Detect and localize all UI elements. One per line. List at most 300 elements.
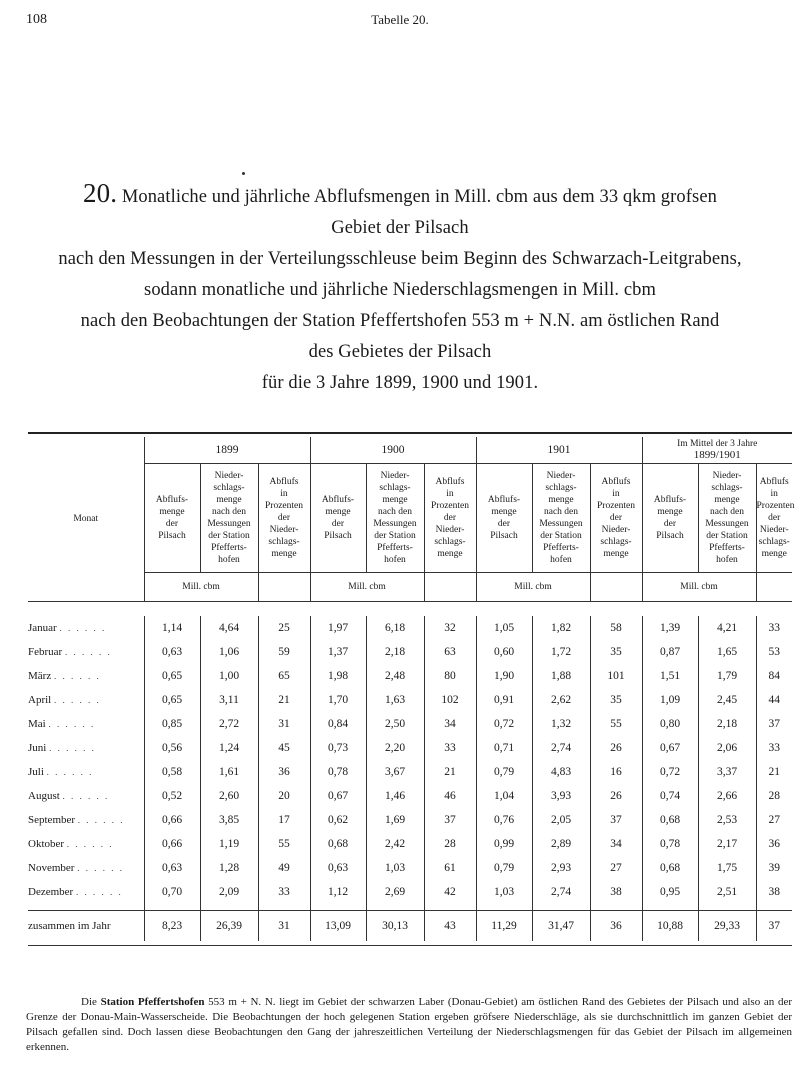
value-cell: 42 xyxy=(424,880,476,904)
colhead-line: hofen xyxy=(716,555,738,565)
colhead-line: der xyxy=(609,513,623,523)
value-cell: 1,28 xyxy=(200,856,258,880)
value-cell: 1,69 xyxy=(366,808,424,832)
total-row xyxy=(28,911,792,942)
colhead-line: in xyxy=(770,489,778,499)
dot-leader: . . . . . . xyxy=(66,839,114,849)
value-cell: 1,39 xyxy=(642,616,698,640)
colhead-niederschlag-0 xyxy=(200,464,258,573)
value-cell: 2,89 xyxy=(532,832,590,856)
value-cell: 16 xyxy=(590,760,642,784)
value-cell: 20 xyxy=(258,784,310,808)
colhead-line: Abflufs xyxy=(435,477,465,487)
value-cell: 0,67 xyxy=(642,736,698,760)
colhead-line: nach den xyxy=(377,507,413,517)
value-cell: 1,70 xyxy=(310,688,366,712)
value-cell: 34 xyxy=(424,712,476,736)
value-cell: 1,00 xyxy=(200,664,258,688)
value-cell: 1,98 xyxy=(310,664,366,688)
value-cell: 36 xyxy=(590,911,642,942)
value-cell: 2,69 xyxy=(366,880,424,904)
colhead-line: der Station xyxy=(540,531,582,541)
value-cell: 2,93 xyxy=(532,856,590,880)
colhead-line: schlags- xyxy=(545,483,577,493)
value-cell: 8,23 xyxy=(144,911,200,942)
colhead-line: der xyxy=(331,519,345,529)
value-cell: 1,03 xyxy=(366,856,424,880)
colhead-line: Messungen xyxy=(373,519,417,529)
table-row xyxy=(28,736,792,760)
value-cell: 0,63 xyxy=(310,856,366,880)
dot-leader: . . . . . . xyxy=(77,863,124,873)
header-year-1900: 1900 xyxy=(310,437,476,464)
dot-leader: . . . . . . xyxy=(53,671,101,681)
value-cell: 3,37 xyxy=(698,760,756,784)
colhead-line: schlags- xyxy=(213,483,245,493)
title-line-7: für die 3 Jahre 1899, 1900 und 1901. xyxy=(261,373,539,393)
value-cell: 84 xyxy=(756,664,792,688)
value-cell: 1,75 xyxy=(698,856,756,880)
value-cell: 2,05 xyxy=(532,808,590,832)
value-cell: 27 xyxy=(756,808,792,832)
month-label: März xyxy=(28,670,52,682)
colhead-line: der Station xyxy=(706,531,748,541)
value-cell: 65 xyxy=(258,664,310,688)
value-cell: 28 xyxy=(424,832,476,856)
value-cell: 49 xyxy=(258,856,310,880)
value-cell: 1,37 xyxy=(310,640,366,664)
value-cell: 43 xyxy=(424,911,476,942)
value-cell: 0,62 xyxy=(310,808,366,832)
value-cell: 2,45 xyxy=(698,688,756,712)
colhead-line: der Station xyxy=(374,531,416,541)
printer-dot xyxy=(242,172,245,175)
unit-label: Mill. cbm xyxy=(310,573,424,602)
value-cell: 0,70 xyxy=(144,880,200,904)
value-cell: 21 xyxy=(258,688,310,712)
value-cell: 2,42 xyxy=(366,832,424,856)
value-cell: 37 xyxy=(590,808,642,832)
value-cell: 38 xyxy=(590,880,642,904)
colhead-line: Nieder- xyxy=(435,525,465,535)
value-cell: 0,99 xyxy=(476,832,532,856)
colhead-line: schlags- xyxy=(268,537,300,547)
table-row xyxy=(28,832,792,856)
dot-leader: . . . . . . xyxy=(46,767,94,777)
value-cell: 46 xyxy=(424,784,476,808)
value-cell: 38 xyxy=(756,880,792,904)
value-cell: 0,95 xyxy=(642,880,698,904)
colhead-line: der Station xyxy=(208,531,250,541)
value-cell: 0,71 xyxy=(476,736,532,760)
value-cell: 6,18 xyxy=(366,616,424,640)
colhead-niederschlag-3 xyxy=(698,464,756,573)
value-cell: 2,50 xyxy=(366,712,424,736)
footnote-part2: 553 m + N. N. liegt im Gebiet der schwarzen Laber (Donau-Gebiet) am östlichen Rand des Gebietes der Pilsach und also an der Grenze der Donau-Main-Wasserscheide. Die Beobachtungen der hoch gelegenen Station ergeben gröfsere Niederschläge, als sie durchschnittlich im ganzen Gebiet der Pilsach gefallen sind. Doch lassen diese Beobachtungen den Gang der jahreszeitlichen Verteilung der Niederschlagsmengen für das Gebiet der Pilsach im allgemeinen erkennen. xyxy=(26,996,793,1053)
value-cell: 0,56 xyxy=(144,736,200,760)
month-label: Februar xyxy=(28,646,63,658)
footnote-station: Station Pfeffertshofen xyxy=(100,996,205,1008)
colhead-line: der xyxy=(165,519,179,529)
table-row xyxy=(28,784,792,808)
unit-empty xyxy=(424,573,476,602)
value-cell: 2,06 xyxy=(698,736,756,760)
unit-empty xyxy=(756,573,792,602)
value-cell: 2,66 xyxy=(698,784,756,808)
colhead-line: menge xyxy=(216,495,242,505)
colhead-line: Abflufs xyxy=(759,477,789,487)
value-cell: 13,09 xyxy=(310,911,366,942)
colhead-line: Pfefferts- xyxy=(377,543,413,553)
value-cell: 1,32 xyxy=(532,712,590,736)
value-cell: 2,18 xyxy=(698,712,756,736)
value-cell: 59 xyxy=(258,640,310,664)
value-cell: 0,72 xyxy=(642,760,698,784)
value-cell: 2,09 xyxy=(200,880,258,904)
value-cell: 33 xyxy=(424,736,476,760)
unit-empty xyxy=(590,573,642,602)
value-cell: 33 xyxy=(756,616,792,640)
header-mean xyxy=(642,437,792,464)
month-label: Juni xyxy=(28,742,47,754)
colhead-abfluss-1 xyxy=(310,464,366,573)
value-cell: 3,93 xyxy=(532,784,590,808)
colhead-line: schlags- xyxy=(711,483,743,493)
value-cell: 0,74 xyxy=(642,784,698,808)
title-line-4: sodann monatliche und jährliche Niederschlagsmengen in Mill. cbm xyxy=(144,280,656,300)
title-line-2: Gebiet der Pilsach xyxy=(331,218,469,238)
colhead-line: der xyxy=(277,513,291,523)
colhead-line: Pfefferts- xyxy=(543,543,579,553)
value-cell: 102 xyxy=(424,688,476,712)
colhead-line: menge xyxy=(325,507,351,517)
value-cell: 34 xyxy=(590,832,642,856)
value-cell: 36 xyxy=(258,760,310,784)
dot-leader: . . . . . . xyxy=(75,887,123,897)
colhead-line: Messungen xyxy=(207,519,251,529)
dot-leader: . . . . . . xyxy=(49,743,96,753)
colhead-line: Abflufs- xyxy=(487,495,521,505)
value-cell: 1,61 xyxy=(200,760,258,784)
value-cell: 0,78 xyxy=(310,760,366,784)
value-cell: 2,51 xyxy=(698,880,756,904)
colhead-line: in xyxy=(280,489,288,499)
colhead-line: schlags- xyxy=(600,537,632,547)
value-cell: 0,84 xyxy=(310,712,366,736)
value-cell: 0,91 xyxy=(476,688,532,712)
table-row xyxy=(28,760,792,784)
colhead-line: Nieder- xyxy=(712,471,742,481)
value-cell: 1,65 xyxy=(698,640,756,664)
colhead-line: Prozenten xyxy=(431,501,469,511)
month-label: August xyxy=(28,790,60,802)
colhead-line: in xyxy=(612,489,620,499)
value-cell: 0,80 xyxy=(642,712,698,736)
value-cell: 0,85 xyxy=(144,712,200,736)
value-cell: 0,79 xyxy=(476,760,532,784)
footnote-part1: Die xyxy=(81,996,97,1008)
value-cell: 2,74 xyxy=(532,880,590,904)
colhead-line: Pilsach xyxy=(158,531,186,541)
value-cell: 1,79 xyxy=(698,664,756,688)
value-cell: 39 xyxy=(756,856,792,880)
colhead-line: hofen xyxy=(550,555,572,565)
colhead-line: hofen xyxy=(384,555,406,565)
value-cell: 37 xyxy=(756,712,792,736)
value-cell: 33 xyxy=(756,736,792,760)
colhead-line: nach den xyxy=(709,507,745,517)
unit-label: Mill. cbm xyxy=(642,573,756,602)
value-cell: 2,53 xyxy=(698,808,756,832)
value-cell: 26,39 xyxy=(200,911,258,942)
value-cell: 37 xyxy=(424,808,476,832)
value-cell: 1,82 xyxy=(532,616,590,640)
value-cell: 1,04 xyxy=(476,784,532,808)
dot-leader: . . . . . . xyxy=(77,815,125,825)
value-cell: 36 xyxy=(756,832,792,856)
dot-leader: . . . . . . xyxy=(48,719,96,729)
table-row xyxy=(28,640,792,664)
colhead-line: menge xyxy=(491,507,517,517)
colhead-line: Nieder- xyxy=(546,471,576,481)
month-label: Januar xyxy=(28,622,57,634)
unit-empty xyxy=(258,573,310,602)
table-row xyxy=(28,808,792,832)
colhead-line: nach den xyxy=(211,507,247,517)
value-cell: 0,87 xyxy=(642,640,698,664)
value-cell: 45 xyxy=(258,736,310,760)
colhead-line: Abflufs- xyxy=(321,495,355,505)
value-cell: 1,19 xyxy=(200,832,258,856)
value-cell: 1,12 xyxy=(310,880,366,904)
value-cell: 27 xyxy=(590,856,642,880)
colhead-line: Nieder- xyxy=(601,525,631,535)
header-year-1899: 1899 xyxy=(144,437,310,464)
value-cell: 1,88 xyxy=(532,664,590,688)
value-cell: 31 xyxy=(258,712,310,736)
value-cell: 10,88 xyxy=(642,911,698,942)
colhead-line: Nieder- xyxy=(269,525,299,535)
colhead-line: Prozenten xyxy=(756,501,795,511)
month-label: April xyxy=(28,694,52,706)
header-monat: Monat xyxy=(73,514,99,524)
table-title xyxy=(0,180,800,399)
header-mean-line2: 1899/1901 xyxy=(693,449,741,461)
unit-label: Mill. cbm xyxy=(144,573,258,602)
dot-leader: . . . . . . xyxy=(64,647,112,657)
value-cell: 0,68 xyxy=(310,832,366,856)
value-cell: 17 xyxy=(258,808,310,832)
value-cell: 0,68 xyxy=(642,856,698,880)
value-cell: 0,63 xyxy=(144,640,200,664)
colhead-niederschlag-2 xyxy=(532,464,590,573)
colhead-line: Pilsach xyxy=(490,531,518,541)
colhead-line: der xyxy=(443,513,457,523)
value-cell: 25 xyxy=(258,616,310,640)
value-cell: 2,48 xyxy=(366,664,424,688)
colhead-line: menge xyxy=(548,495,574,505)
value-cell: 1,06 xyxy=(200,640,258,664)
value-cell: 1,63 xyxy=(366,688,424,712)
data-table xyxy=(28,432,795,946)
value-cell: 26 xyxy=(590,784,642,808)
value-cell: 1,03 xyxy=(476,880,532,904)
value-cell: 2,74 xyxy=(532,736,590,760)
header-year-1901: 1901 xyxy=(476,437,642,464)
month-label: Dezember xyxy=(28,886,74,898)
value-cell: 0,68 xyxy=(642,808,698,832)
value-cell: 37 xyxy=(756,911,792,942)
colhead-line: Messungen xyxy=(539,519,583,529)
colhead-line: Messungen xyxy=(705,519,749,529)
value-cell: 1,46 xyxy=(366,784,424,808)
colhead-line: Nieder- xyxy=(759,525,789,535)
value-cell: 32 xyxy=(424,616,476,640)
value-cell: 55 xyxy=(590,712,642,736)
table-row xyxy=(28,616,792,640)
value-cell: 2,60 xyxy=(200,784,258,808)
title-number: 20. xyxy=(83,178,118,208)
colhead-niederschlag-1 xyxy=(366,464,424,573)
colhead-line: Abflufs xyxy=(269,477,299,487)
value-cell: 0,66 xyxy=(144,808,200,832)
value-cell: 21 xyxy=(424,760,476,784)
header-mean-line1: Im Mittel der 3 Jahre xyxy=(677,439,758,449)
footnote xyxy=(26,995,792,1055)
value-cell: 0,63 xyxy=(144,856,200,880)
colhead-line: schlags- xyxy=(379,483,411,493)
colhead-line: Nieder- xyxy=(214,471,244,481)
value-cell: 0,60 xyxy=(476,640,532,664)
unit-label: Mill. cbm xyxy=(476,573,590,602)
value-cell: 30,13 xyxy=(366,911,424,942)
value-cell: 35 xyxy=(590,640,642,664)
value-cell: 31 xyxy=(258,911,310,942)
value-cell: 0,76 xyxy=(476,808,532,832)
value-cell: 4,21 xyxy=(698,616,756,640)
colhead-line: menge xyxy=(761,549,787,559)
colhead-line: Abflufs- xyxy=(155,495,189,505)
colhead-prozent-0 xyxy=(258,464,310,573)
colhead-line: Abflufs xyxy=(601,477,631,487)
title-line-3: nach den Messungen in der Verteilungsschleuse beim Beginn des Schwarzach-Leitgrabens, xyxy=(58,249,742,269)
colhead-line: Abflufs- xyxy=(653,495,687,505)
value-cell: 1,72 xyxy=(532,640,590,664)
value-cell: 0,66 xyxy=(144,832,200,856)
table-row xyxy=(28,880,792,904)
colhead-line: menge xyxy=(271,549,297,559)
value-cell: 1,09 xyxy=(642,688,698,712)
colhead-prozent-3 xyxy=(756,464,795,573)
value-cell: 0,73 xyxy=(310,736,366,760)
value-cell: 61 xyxy=(424,856,476,880)
colhead-line: Pfefferts- xyxy=(211,543,247,553)
value-cell: 0,65 xyxy=(144,688,200,712)
value-cell: 58 xyxy=(590,616,642,640)
value-cell: 0,78 xyxy=(642,832,698,856)
table-row xyxy=(28,664,792,688)
value-cell: 29,33 xyxy=(698,911,756,942)
value-cell: 1,51 xyxy=(642,664,698,688)
dot-leader: . . . . . . xyxy=(62,791,110,801)
colhead-line: nach den xyxy=(543,507,579,517)
value-cell: 0,79 xyxy=(476,856,532,880)
value-cell: 33 xyxy=(258,880,310,904)
colhead-abfluss-0 xyxy=(144,464,200,573)
title-line-1-text: Monatliche und jährliche Abflufsmengen in Mill. cbm aus dem 33 qkm grofsen xyxy=(121,187,717,207)
value-cell: 1,97 xyxy=(310,616,366,640)
colhead-line: schlags- xyxy=(758,537,790,547)
value-cell: 3,85 xyxy=(200,808,258,832)
month-label: Mai xyxy=(28,718,46,730)
colhead-line: menge xyxy=(159,507,185,517)
colhead-line: Nieder- xyxy=(380,471,410,481)
value-cell: 53 xyxy=(756,640,792,664)
value-cell: 0,67 xyxy=(310,784,366,808)
value-cell: 0,52 xyxy=(144,784,200,808)
value-cell: 1,90 xyxy=(476,664,532,688)
colhead-line: menge xyxy=(714,495,740,505)
month-label: zusammen im Jahr xyxy=(28,920,111,932)
title-line-5: nach den Beobachtungen der Station Pfeffertshofen 553 m + N.N. am östlichen Rand xyxy=(80,311,720,331)
value-cell: 2,72 xyxy=(200,712,258,736)
value-cell: 55 xyxy=(258,832,310,856)
running-head: Tabelle 20. xyxy=(371,12,429,27)
month-label: November xyxy=(28,862,75,874)
colhead-line: der xyxy=(768,513,781,523)
page-number: 108 xyxy=(26,12,47,27)
colhead-line: Prozenten xyxy=(265,501,303,511)
value-cell: 31,47 xyxy=(532,911,590,942)
dot-leader: . . . . . . xyxy=(59,623,107,633)
colhead-line: menge xyxy=(657,507,683,517)
colhead-abfluss-2 xyxy=(476,464,532,573)
table-row xyxy=(28,688,792,712)
colhead-line: Pfefferts- xyxy=(709,543,745,553)
colhead-abfluss-3 xyxy=(642,464,698,573)
colhead-line: der xyxy=(663,519,677,529)
table-row xyxy=(28,856,792,880)
colhead-line: schlags- xyxy=(434,537,466,547)
month-label: September xyxy=(28,814,76,826)
colhead-prozent-2 xyxy=(590,464,642,573)
value-cell: 2,20 xyxy=(366,736,424,760)
value-cell: 101 xyxy=(590,664,642,688)
colhead-line: menge xyxy=(437,549,463,559)
colhead-line: in xyxy=(446,489,454,499)
value-cell: 1,24 xyxy=(200,736,258,760)
value-cell: 4,64 xyxy=(200,616,258,640)
value-cell: 0,72 xyxy=(476,712,532,736)
value-cell: 2,17 xyxy=(698,832,756,856)
value-cell: 2,18 xyxy=(366,640,424,664)
value-cell: 1,05 xyxy=(476,616,532,640)
value-cell: 26 xyxy=(590,736,642,760)
value-cell: 3,11 xyxy=(200,688,258,712)
value-cell: 0,65 xyxy=(144,664,200,688)
colhead-line: Prozenten xyxy=(597,501,635,511)
value-cell: 80 xyxy=(424,664,476,688)
colhead-line: Pilsach xyxy=(656,531,684,541)
title-line-6: des Gebietes der Pilsach xyxy=(308,342,492,362)
value-cell: 4,83 xyxy=(532,760,590,784)
table-row xyxy=(28,712,792,736)
value-cell: 0,58 xyxy=(144,760,200,784)
value-cell: 21 xyxy=(756,760,792,784)
value-cell: 35 xyxy=(590,688,642,712)
value-cell: 44 xyxy=(756,688,792,712)
dot-leader: . . . . . . xyxy=(53,695,101,705)
